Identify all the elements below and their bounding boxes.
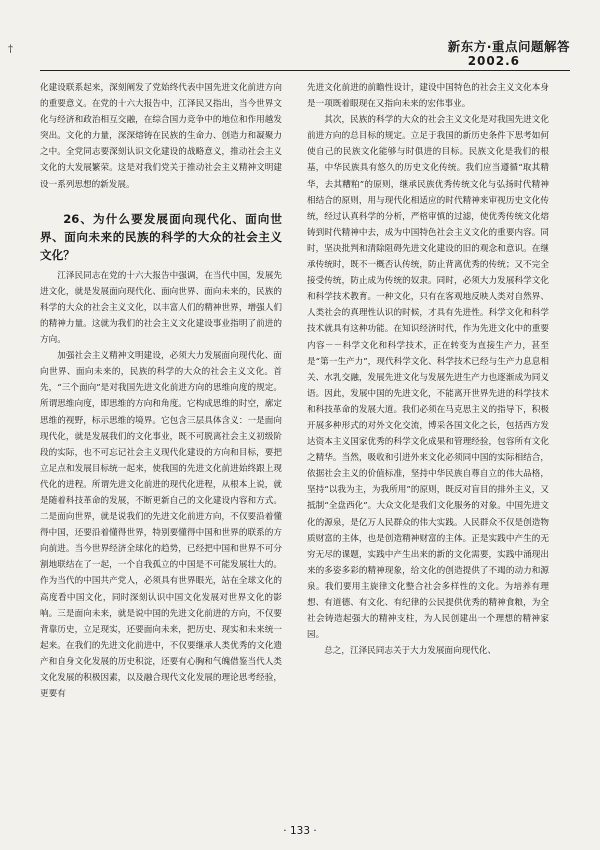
- right-column: [307, 80, 549, 659]
- corner-mark: †: [8, 44, 13, 55]
- question-heading: 26、为什么要发展面向现代化、面向世界、面向未来的民族的科学的大众的社会主义文化？: [40, 211, 282, 262]
- left-column: [40, 80, 282, 702]
- header-rule: [40, 70, 570, 71]
- paragraph: 江泽民同志在党的十六大报告中强调，在当代中国，发展先进文化，就是发展面向现代化、面向世界、面向未来的，民族的科学的大众的社会主义文化，以丰富人们的精神世界，增强人们的精神力量。这就为我们的社会主义文化建设事业指明了前进的方向。: [40, 270, 282, 346]
- page-number: · 133 ·: [283, 825, 317, 837]
- paragraph: 其次，民族的科学的大众的社会主义文化是对我国先进文化前进方向的总目标的规定。立足于我国的新历史条件下思考如何使自己的民族文化能够与时俱进的目标。民族文化是我们的根基，中华民族具有悠久的历史文化传统。我们应当遵循“取其精华，去其糟粕”的原则，继承民族优秀传统文化与弘扬时代精神相结合的原则，用与现代化相适应的时代精神来审视历史文化传统，经过认真科学的分析，严格审慎的过滤，使优秀传统文化熔铸到时代精神中去，成为中国特色社会主义文化的重要内容。同时，坚决批判和清除阻碍先进文化建设的旧的观念和意识。在继承传统时，既不一概否认传统，防止背离优秀的传统；又不完全接受传统，防止成为传统的奴隶。同时，必须大力发展科学文化和科学技术教育。一种文化，只有在客观地反映人类对自然界、人类社会的真理性认识的时候，才具有先进性。科学文化和科学技术就具有这种功能。在知识经济时代，作为先进文化中的重要内容－－科学文化和科学技术，正在转变为直接生产力，甚至是“第一生产力”，现代科学文化、科学技术已经与生产力息息相关、水乳交融，发展先进文化与发展先进生产力也逐渐成为同义语。因此，发展中国的先进文化，不能离开世界先进的科学技术和科技革命的发展大道。我们必须在马克思主义的指导下，积极开展多种形式的对外文化交流，博采各国文化之长，包括西方发达资本主义国家优秀的科学文化成果和管理经验，包容所有文化之精华。当然，吸收和引进外来文化必须同中国的实际相结合，依据社会主义的价值标准，坚持中华民族自尊自立的伟大品格，坚持“以我为主，为我所用”的原则，既反对盲目的排外主义，又抵制“全盘西化”。大众文化是我们文化服务的对象。中国先进文化的源泉，是亿万人民群众的伟大实践。人民群众不仅是创造物质财富的主体，也是创造精神财富的主体。正是实践中产生的无穷无尽的课题，实践中产生出来的新的文化需要，实践中涌现出来的多姿多彩的精神现象，给文化的创造提供了不竭的动力和源泉。我们要用主旋律文化整合社会多样性的文化。为培养有理想、有道德、有文化、有纪律的公民提供优秀的精神食粮，为全社会铸造起强大的精神支柱，为人民创建出一个理想的精神家园。: [307, 115, 549, 641]
- paragraph: 总之，江泽民同志关于大力发展面向现代化、: [324, 646, 497, 657]
- paragraph-continued: 先进文化前进的前瞻性设计，建设中国特色的社会主义文化本身是一项既着眼现在又指向未来的宏伟事业。: [307, 83, 549, 110]
- running-header-date: 2002.6: [467, 54, 520, 68]
- paragraph: 加强社会主义精神文明建设，必须大力发展面向现代化、面向世界、面向未来的，民族的科学的大众的社会主义文化。首先，“三个面向”是对我国先进文化前进方向的思维向度的规定。所谓思维向度，即思维的方向和角度。它构成思维的时空，廓定思维的视野，标示思维的境界。它包含三层具体含义：一是面向现代化，就是发展我们的文化事业，既不可脱离社会主义初级阶段的实际，也不可忘记社会主义现代化建设的方向和目标，要把立足点和发展目标统一起来，使我国的先进文化前进始终跟上现代化的进程。所谓先进文化前进的现代化进程，从根本上说，就是随着科技革命的发展，不断更新自己的文化建设内容和方式。二是面向世界，就是说我们的先进文化前进方向，不仅要沿着懂得中国，还要沿着懂得世界，特别要懂得中国和世界的联系的方向前进。当今世界经济全球化的趋势，已经把中国和世界不可分割地联结在了一起，一个自我孤立的中国是不可能发展壮大的。作为当代的中国共产党人，必须具有世界眼光，站在全球文化的高度看中国文化，同时深刻认识中国文化发展对世界文化的影响。三是面向未来，就是说中国的先进文化前进的方向，不仅要背靠历史，立足现实，还要面向未来，把历史、现实和未来统一起来。在我们的先进文化前进中，不仅要继承人类优秀的文化遗产和自身文化发展的历史积淀，还要有心胸和气魄借鉴当代人类文化发展的积极因素，以及融合现代文化发展的理论思考经验，更要有: [40, 351, 282, 700]
- paragraph-continued: 化建设联系起来，深刻阐发了党始终代表中国先进文化前进方向的重要意义。在党的十六大报告中，江泽民又指出，当今世界文化与经济和政治相互交融，在综合国力竞争中的地位和作用越发突出。文化的力量，深深熔铸在民族的生命力、创造力和凝聚力之中。全党同志要深刻认识文化建设的战略意义，推动社会主义文化的大发展繁荣。这是对我们党关于推动社会主义精神文明建设一系列思想的新发展。: [40, 83, 282, 190]
- running-header-title: 新东方·重点问题解答: [447, 39, 570, 54]
